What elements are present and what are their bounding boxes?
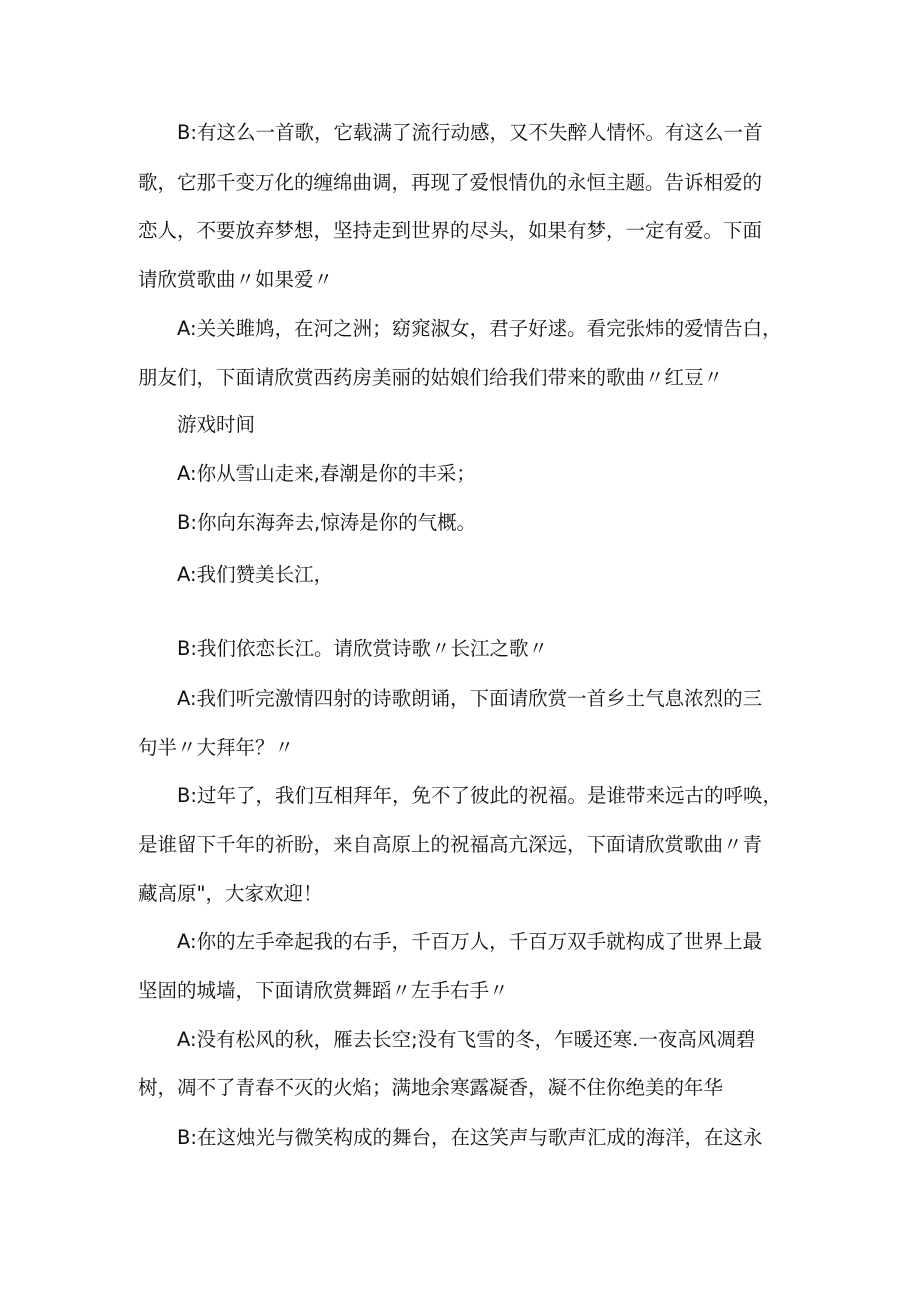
- text-line: A:我们听完激情四射的诗歌朗诵，下面请欣赏一首乡土气息浓烈的三: [177, 687, 763, 710]
- text-line: A:你从雪山走来,春潮是你的丰采；: [177, 462, 476, 485]
- text-line: B:有这么一首歌，它载满了流行动感，又不失醉人情怀。有这么一首: [177, 121, 763, 144]
- text-line: 树，凋不了青春不灭的火焰；满地余寒露凝香，凝不住你绝美的年华: [138, 1076, 724, 1099]
- text-line: 坚固的城墙，下面请欣赏舞蹈〃左手右手〃: [138, 979, 509, 1002]
- text-line: A:你的左手牵起我的右手，千百万人，千百万双手就构成了世界上最: [177, 930, 763, 953]
- text-line: 句半〃大拜年？〃: [138, 736, 295, 759]
- text-line: B:我们依恋长江。请欣赏诗歌〃长江之歌〃: [177, 637, 548, 660]
- text-line: 朋友们，下面请欣赏西药房美丽的姑娘们给我们带来的歌曲〃红豆〃: [138, 366, 724, 389]
- text-line: 藏高原"，大家欢迎！: [138, 882, 323, 905]
- text-line: 是谁留下千年的祈盼，来自高原上的祝福高亢深远，下面请欣赏歌曲〃青: [138, 833, 763, 856]
- text-line: A:我们赞美长江，: [177, 563, 334, 586]
- text-line: B:在这烛光与微笑构成的舞台，在这笑声与歌声汇成的海洋，在这永: [177, 1126, 763, 1149]
- text-line: A:没有松风的秋，雁去长空;没有飞雪的冬，乍暖还寒.一夜高风凋碧: [177, 1028, 756, 1051]
- text-line: A:关关雎鸠，在河之洲；窈窕淑女，君子好逑。看完张炜的爱情告白，: [177, 317, 782, 340]
- text-line: 恋人，不要放弃梦想，坚持走到世界的尽头，如果有梦，一定有爱。下面: [138, 219, 763, 242]
- text-line: 歌，它那千变万化的缠绵曲调，再现了爱恨情仇的永恒主题。告诉相爱的: [138, 171, 763, 194]
- text-line: B:你向东海奔去,惊涛是你的气概。: [177, 511, 477, 534]
- section-heading: 游戏时间: [177, 413, 256, 436]
- text-line: B:过年了，我们互相拜年，免不了彼此的祝福。是谁带来远古的呼唤，: [177, 784, 782, 807]
- text-line: 请欣赏歌曲〃如果爱〃: [138, 268, 334, 291]
